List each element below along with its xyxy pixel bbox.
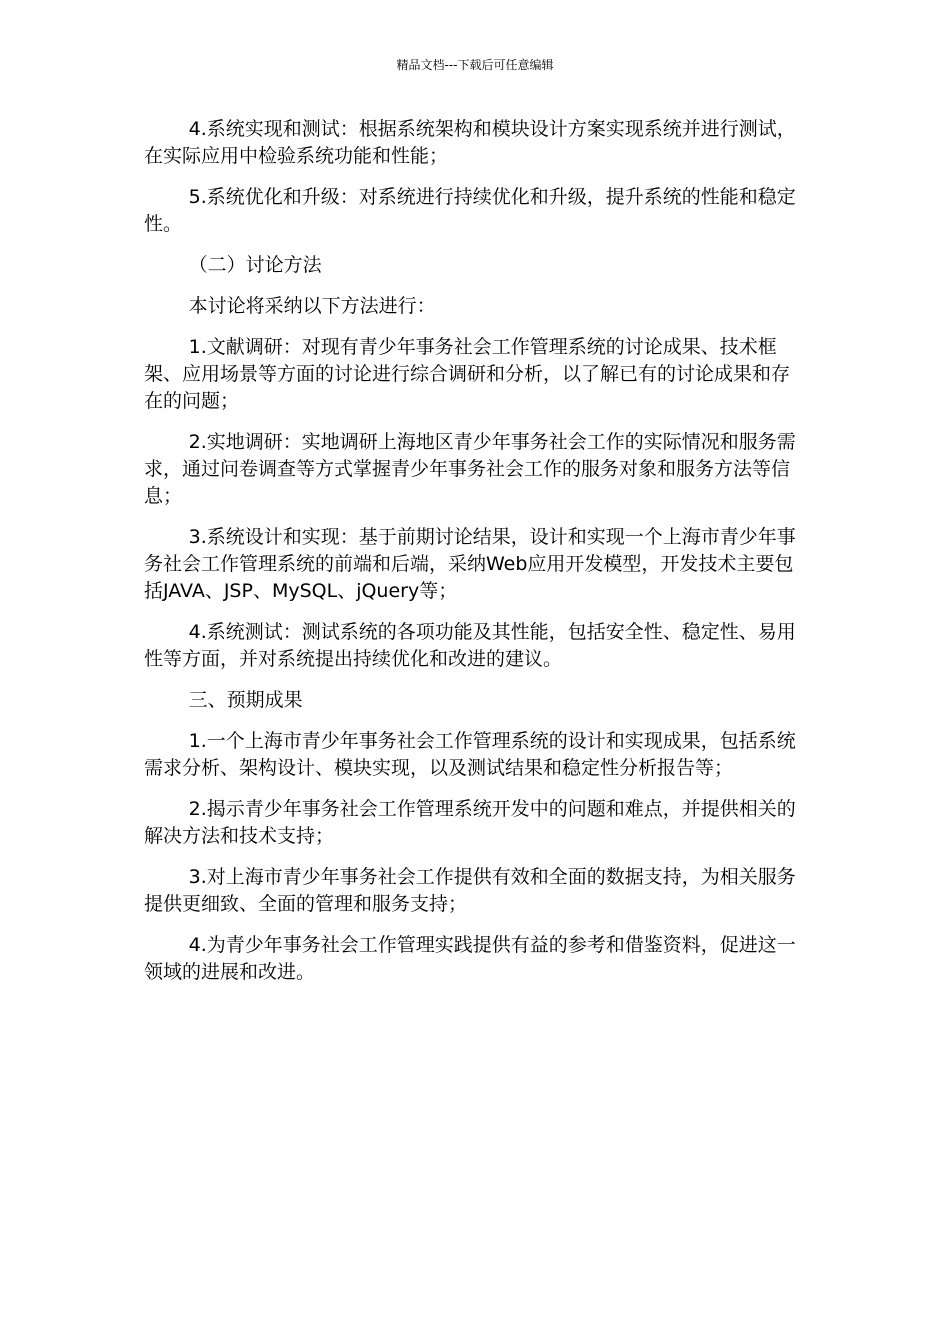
paragraph-system-testing: 4.系统测试：测试系统的各项功能及其性能，包括安全性、稳定性、易用性等方面，并对系统提出持续优化和改进的建议。 — [144, 621, 796, 670]
paragraph-literature-research: 1.文献调研：对现有青少年事务社会工作管理系统的讨论成果、技术框架、应用场景等方面的讨论进行综合调研和分析，以了解已有的讨论成果和存在的问题； — [144, 336, 791, 412]
paragraph-result-1: 1.一个上海市青少年事务社会工作管理系统的设计和实现成果，包括系统需求分析、架构设计、模块实现，以及测试结果和稳定性分析报告等； — [144, 730, 796, 779]
section-heading-methods: （二）讨论方法 — [188, 254, 322, 276]
paragraph-result-4: 4.为青少年事务社会工作管理实践提供有益的参考和借鉴资料，促进这一领域的进展和改进。 — [144, 934, 796, 983]
document-body — [144, 116, 806, 1000]
section-heading-expected-results: 三、预期成果 — [188, 689, 303, 711]
paragraph-system-design: 3.系统设计和实现：基于前期讨论结果，设计和实现一个上海市青少年事务社会工作管理系统的前端和后端，采纳Web应用开发模型，开发技术主要包括JAVA、JSP、MySQL、jQuery等； — [144, 526, 796, 602]
paragraph-methods-intro: 本讨论将采纳以下方法进行： — [188, 295, 436, 317]
paragraph-result-3: 3.对上海市青少年事务社会工作提供有效和全面的数据支持，为相关服务提供更细致、全面的管理和服务支持； — [144, 866, 796, 915]
paragraph-result-2: 2.揭示青少年事务社会工作管理系统开发中的问题和难点，并提供相关的解决方法和技术支持； — [144, 798, 796, 847]
paragraph-implementation-testing: 4.系统实现和测试：根据系统架构和模块设计方案实现系统并进行测试，在实际应用中检验系统功能和性能； — [144, 118, 796, 167]
page-header: 精品文档---下载后可任意编辑 — [396, 58, 554, 72]
paragraph-field-research: 2.实地调研：实地调研上海地区青少年事务社会工作的实际情况和服务需求，通过问卷调查等方式掌握青少年事务社会工作的服务对象和服务方法等信息； — [144, 431, 796, 507]
paragraph-optimization-upgrade: 5.系统优化和升级：对系统进行持续优化和升级，提升系统的性能和稳定性。 — [144, 186, 796, 235]
